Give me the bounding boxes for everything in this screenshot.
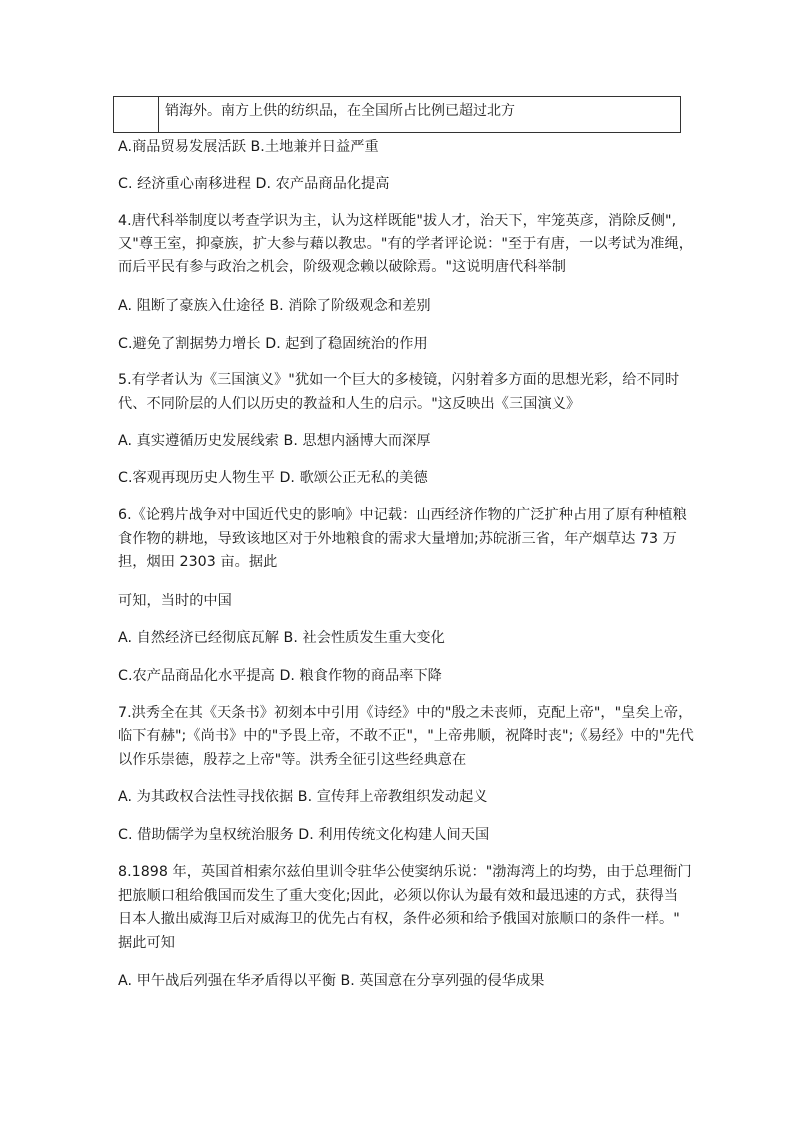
q6-stem-line-3: 担，烟田 2303 亩。据此 <box>118 554 278 570</box>
q5-options-cd: C.客观再现历史人物生平 D. 歌颂公正无私的美德 <box>118 470 428 486</box>
q3-options-ab: A.商品贸易发展活跃 B.土地兼并日益严重 <box>118 139 379 155</box>
q8-stem-line-1: 8.1898 年，英国首相索尔兹伯里训令驻华公使窦纳乐说："渤海湾上的均势，由于总理衙门 <box>118 864 692 880</box>
q6-options-cd: C.农产品商品化水平提高 D. 粮食作物的商品率下降 <box>118 668 442 684</box>
q6-stem-line-1: 6.《论鸦片战争对中国近代史的影响》中记载：山西经济作物的广泛扩种占用了原有种植粮 <box>118 507 687 523</box>
q5-stem-line-2: 代、不同阶层的人们以历史的教益和人生的启示。"这反映出《三国演义》 <box>118 396 581 412</box>
q8-stem-line-3: 日本人撤出威海卫后对威海卫的优先占有权，条件必须和给予俄国对旅顺口的条件一样。" <box>118 911 680 927</box>
q4-stem-line-3: 而后平民有参与政治之机会，阶级观念赖以破除焉。"这说明唐代科举制 <box>118 259 566 275</box>
q8-stem-line-2: 把旅顺口租给俄国而发生了重大变化;因此，必须以你认为最有效和最迅速的方式，获得当 <box>118 888 679 904</box>
q6-stem-continuation: 可知，当时的中国 <box>118 593 232 609</box>
q7-stem-line-1: 7.洪秀全在其《天条书》初刻本中引用《诗经》中的"殷之未丧师，克配上帝"，"皇矣上帝， <box>118 705 693 721</box>
table-empty-cell <box>114 97 159 132</box>
q5-options-ab: A. 真实遵循历史发展线索 B. 思想内涵博大而深厚 <box>118 433 431 449</box>
q8-stem-line-4: 据此可知 <box>118 935 175 951</box>
q6-options-ab: A. 自然经济已经彻底瓦解 B. 社会性质发生重大变化 <box>118 630 445 646</box>
q7-stem-line-2: 临下有赫";《尚书》中的"予畏上帝，不敢不正"，"上帝弗顺，祝降时丧";《易经》中的"先代 <box>118 728 694 744</box>
q3-options-cd: C. 经济重心南移进程 D. 农产品商品化提高 <box>118 176 390 192</box>
q5-stem-line-1: 5.有学者认为《三国演义》"犹如一个巨大的多棱镜，闪射着多方面的思想光彩，给不同时 <box>118 372 680 388</box>
table-fragment <box>113 96 681 133</box>
q7-options-ab: A. 为其政权合法性寻找依据 B. 宣传拜上帝教组织发动起义 <box>118 789 488 805</box>
q4-stem-line-2: 又"尊王室，抑豪族，扩大参与藉以教忠。"有的学者评论说："至于有唐，一以考试为准绳， <box>118 236 693 252</box>
table-text-cell: 销海外。南方上供的纺织品，在全国所占比例已超过北方 <box>165 103 515 119</box>
q4-stem-line-1: 4.唐代科举制度以考查学识为主，认为这样既能"拔人才，治天下，牢笼英彦，消除反侧", <box>118 213 677 229</box>
q4-options-ab: A. 阻断了豪族入仕途径 B. 消除了阶级观念和差别 <box>118 298 431 314</box>
q7-stem-line-3: 以作乐崇德，殷荐之上帝"等。洪秀全征引这些经典意在 <box>118 752 467 768</box>
q7-options-cd: C. 借助儒学为皇权统治服务 D. 利用传统文化构建人间天国 <box>118 827 490 843</box>
q8-options-ab: A. 甲午战后列强在华矛盾得以平衡 B. 英国意在分享列强的侵华成果 <box>118 973 545 989</box>
q6-stem-line-2: 食作物的耕地，导致该地区对于外地粮食的需求大量增加;苏皖浙三省，年产烟草达 73 万 <box>118 531 677 547</box>
q4-options-cd: C.避免了割据势力增长 D. 起到了稳固统治的作用 <box>118 336 428 352</box>
